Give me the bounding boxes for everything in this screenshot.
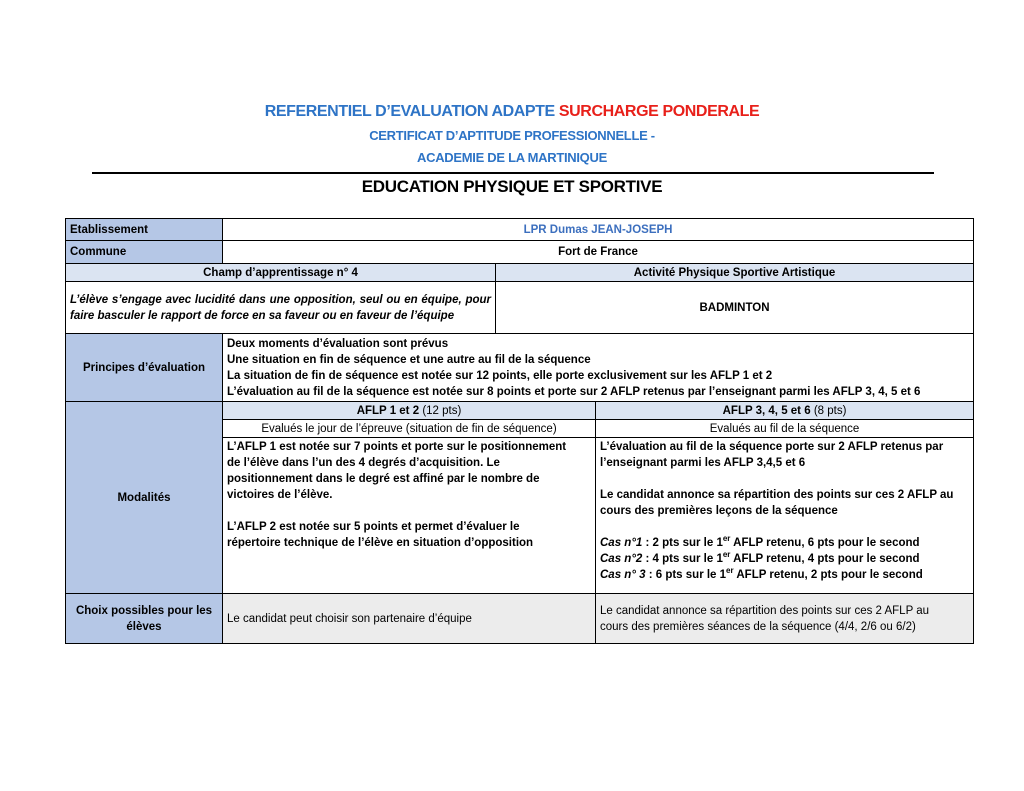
aflp3456-line: l’enseignant parmi les AFLP 3,4,5 et 6: [600, 457, 806, 469]
aflp3456-content: [596, 438, 974, 594]
case-text: AFLP retenu, 6 pts pour le second: [730, 537, 920, 549]
case-line: [600, 551, 969, 567]
aflp3456-header: [596, 402, 974, 420]
choix-label: Choix possibles pour les élèves: [66, 594, 223, 644]
etablissement-value: LPR Dumas JEAN-JOSEPH: [223, 219, 974, 241]
row-commune: [66, 241, 974, 264]
aflp12-line: L’AFLP 2 est notée sur 5 points et permet d’évaluer le: [227, 521, 520, 533]
activite-value: BADMINTON: [496, 282, 974, 334]
case-line: [600, 567, 969, 583]
spacer: [227, 503, 591, 519]
aflp3456-points: (8 pts): [813, 404, 847, 417]
aflp3456-line: L’évaluation au fil de la séquence porte sur 2 AFLP retenus par: [600, 441, 944, 453]
principes-content: [223, 334, 974, 402]
row-choix: [66, 594, 974, 644]
title-blue: REFERENTIEL D’EVALUATION ADAPTE: [264, 103, 555, 120]
aflp12-title: AFLP 1 et 2: [356, 404, 420, 417]
spacer: [600, 519, 969, 535]
aflp3456-title: AFLP 3, 4, 5 et 6: [722, 404, 811, 417]
principes-label: Principes d’évaluation: [66, 334, 223, 402]
choix-right-line: Le candidat annonce sa répartition des points sur ces 2 AFLP au: [600, 604, 930, 617]
case-text: AFLP retenu, 2 pts pour le second: [733, 569, 923, 581]
spacer: [600, 471, 969, 487]
choix-right-line: cours des premières séances de la séquence (4/4, 2/6 ou 6/2): [600, 620, 916, 633]
case-text: : 4 pts sur le 1: [642, 553, 723, 565]
principes-line: Deux moments d’évaluation sont prévus: [227, 337, 449, 350]
etablissement-label: Etablissement: [66, 219, 223, 241]
activite-label: Activité Physique Sportive Artistique: [496, 264, 974, 282]
case-sup: er: [726, 566, 734, 576]
case-line: [600, 535, 969, 551]
choix-right: [596, 594, 974, 644]
aflp12-subheader: Evalués le jour de l’épreuve (situation de fin de séquence): [223, 420, 596, 438]
aflp12-content: [223, 438, 596, 594]
aflp12-line: répertoire technique de l’élève en situation d’opposition: [227, 537, 534, 549]
document-title: [0, 103, 1024, 121]
commune-value: Fort de France: [223, 241, 974, 264]
case-label: Cas n°1: [600, 537, 643, 549]
row-principes: [66, 334, 974, 402]
choix-left: Le candidat peut choisir son partenaire d’équipe: [223, 594, 596, 644]
aflp12-line: de l’élève dans l’un des 4 degrés d’acquisition. Le: [227, 457, 500, 469]
main-title: EDUCATION PHYSIQUE ET SPORTIVE: [361, 177, 663, 196]
case-sup: er: [722, 550, 731, 560]
case-text: : 2 pts sur le 1: [642, 537, 723, 549]
case-sup: er: [722, 534, 731, 544]
case-text: AFLP retenu, 4 pts pour le second: [730, 553, 920, 565]
case-label: Cas n° 3: [600, 569, 646, 581]
aflp12-line: L’AFLP 1 est notée sur 7 points et porte sur le positionnement: [227, 441, 567, 453]
champ-label: Champ d’apprentissage n° 4: [66, 264, 496, 282]
aflp3456-line: cours des premières leçons de la séquence: [600, 505, 838, 517]
commune-label: Commune: [66, 241, 223, 264]
aflp12-header: [223, 402, 596, 420]
row-champ-header: [66, 264, 974, 282]
row-etablissement: [66, 219, 974, 241]
aflp12-line: victoires de l’élève.: [227, 489, 333, 501]
title-red: SURCHARGE PONDERALE: [558, 103, 760, 120]
subtitle-academie: ACADEMIE DE LA MARTINIQUE: [417, 150, 607, 165]
aflp3456-subheader: Evalués au fil de la séquence: [596, 420, 974, 438]
evaluation-table: [65, 218, 974, 644]
case-text: : 6 pts sur le 1: [645, 569, 727, 581]
principes-line: La situation de fin de séquence est notée sur 12 points, elle porte exclusivement sur les AFLP 1 et 2: [227, 369, 773, 382]
aflp12-points: (12 pts): [422, 404, 462, 417]
modalites-label: Modalités: [66, 402, 223, 594]
principes-line: L’évaluation au fil de la séquence est notée sur 8 points et porte sur 2 AFLP retenus par l’enseignant parmi les AFLP 3, 4, 5 et 6: [227, 385, 921, 398]
subtitle-cap: CERTIFICAT D’APTITUDE PROFESSIONNELLE -: [369, 128, 655, 143]
case-label: Cas n°2: [600, 553, 643, 565]
champ-description: L’élève s’engage avec lucidité dans une opposition, seul ou en équipe, pour faire basculer le rapport de force en sa faveur ou en faveur de l’équipe: [66, 282, 496, 334]
title-divider: [92, 172, 934, 174]
row-aflp-headers: [66, 402, 974, 420]
row-champ-content: [66, 282, 974, 334]
aflp3456-line: Le candidat annonce sa répartition des points sur ces 2 AFLP au: [600, 489, 954, 501]
principes-line: Une situation en fin de séquence et une autre au fil de la séquence: [227, 353, 591, 366]
aflp12-line: positionnement dans le degré est affiné par le nombre de: [227, 473, 540, 485]
